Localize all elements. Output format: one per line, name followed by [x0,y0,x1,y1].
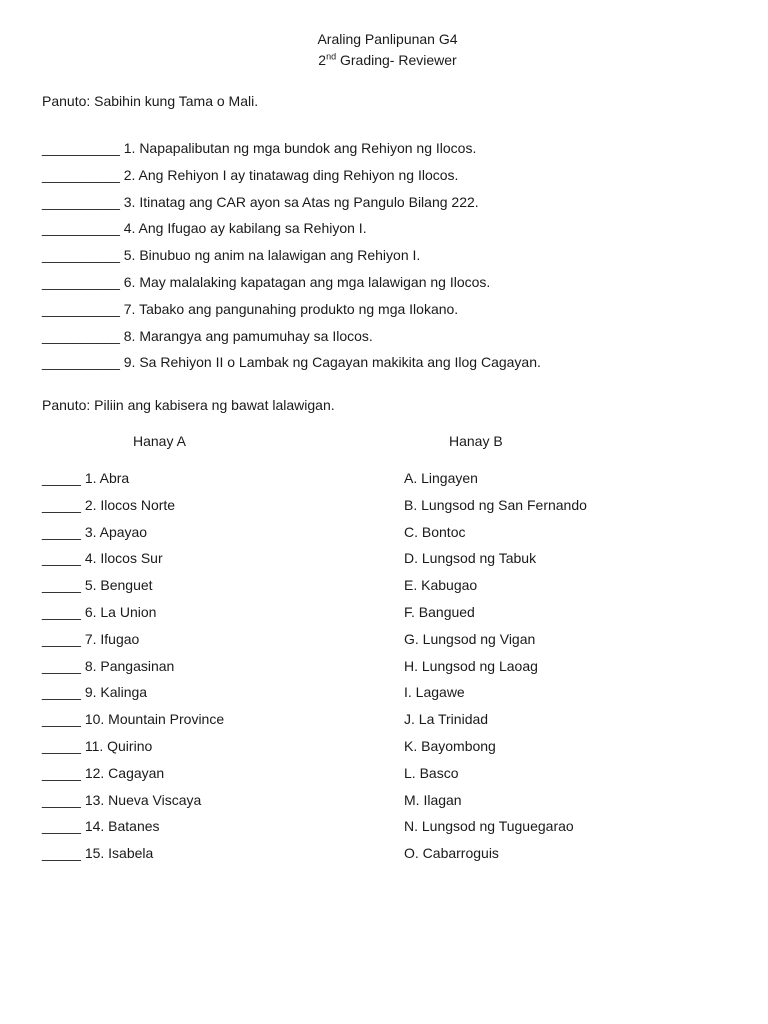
document-title: Araling Panlipunan G4 [317,31,458,47]
document-header [0,29,768,71]
tf-item: __________ 7. Tabako ang pangunahing produkto ng mga Ilokano. [42,300,459,317]
province-item: _____ 15. Isabela [42,845,154,862]
province-item: _____ 5. Benguet [42,577,153,594]
subtitle-ordinal-suffix: nd [326,51,337,62]
tf-item: __________ 9. Sa Rehiyon II o Lambak ng Cagayan makikita ang Ilog Cagayan. [42,354,541,371]
province-item: _____ 14. Batanes [42,818,160,835]
capital-option: G. Lungsod ng Vigan [404,630,536,647]
province-item: _____ 2. Ilocos Norte [42,496,176,513]
section2-instruction: Panuto: Piliin ang kabisera ng bawat lalawigan. [42,397,335,413]
province-item: _____ 13. Nueva Viscaya [42,791,202,808]
column-b-list [404,468,587,870]
tf-item: __________ 5. Binubuo ng anim na lalawigan ang Rehiyon I. [42,247,421,264]
tf-item: __________ 8. Marangya ang pamumuhay sa Ilocos. [42,327,373,344]
tf-item: __________ 1. Napapalibutan ng mga bundok ang Rehiyon ng Ilocos. [42,140,477,156]
province-item: _____ 3. Apayao [42,523,148,540]
column-b-header: Hanay B [449,433,503,449]
province-item: _____ 8. Pangasinan [42,657,175,674]
capital-option: M. Ilagan [404,791,462,808]
capital-option: F. Bangued [404,603,475,620]
capital-option: D. Lungsod ng Tabuk [404,550,537,567]
province-item: _____ 6. La Union [42,603,157,620]
tf-item: __________ 3. Itinatag ang CAR ayon sa Atas ng Pangulo Bilang 222. [42,193,479,210]
section1-instruction: Panuto: Sabihin kung Tama o Mali. [42,93,259,109]
column-a-list [42,468,224,870]
subtitle-rest: Grading- Reviewer [336,52,457,68]
province-item: _____ 4. Ilocos Sur [42,550,163,567]
capital-option: C. Bontoc [404,523,466,540]
true-false-list [42,138,541,379]
tf-item: __________ 4. Ang Ifugao ay kabilang sa Rehiyon I. [42,220,367,237]
subtitle-number: 2 [318,52,327,68]
capital-option: J. La Trinidad [404,711,489,728]
capital-option: E. Kabugao [404,577,478,594]
document-subtitle [0,50,768,71]
province-item: _____ 1. Abra [42,470,130,486]
province-item: _____ 9. Kalinga [42,684,148,701]
capital-option: N. Lungsod ng Tuguegarao [404,818,574,835]
capital-option: I. Lagawe [404,684,465,701]
capital-option: H. Lungsod ng Laoag [404,657,538,674]
capital-option: A. Lingayen [404,470,478,486]
province-item: _____ 11. Quirino [42,737,153,754]
capital-option: L. Basco [404,764,459,781]
column-a-header: Hanay A [133,433,186,449]
capital-option: B. Lungsod ng San Fernando [404,496,587,513]
province-item: _____ 7. Ifugao [42,630,140,647]
tf-item: __________ 6. May malalaking kapatagan ang mga lalawigan ng Ilocos. [42,273,491,290]
province-item: _____ 12. Cagayan [42,764,165,781]
capital-option: K. Bayombong [404,737,496,754]
capital-option: O. Cabarroguis [404,845,499,862]
tf-item: __________ 2. Ang Rehiyon I ay tinatawag ding Rehiyon ng Ilocos. [42,166,459,183]
province-item: _____ 10. Mountain Province [42,711,225,728]
